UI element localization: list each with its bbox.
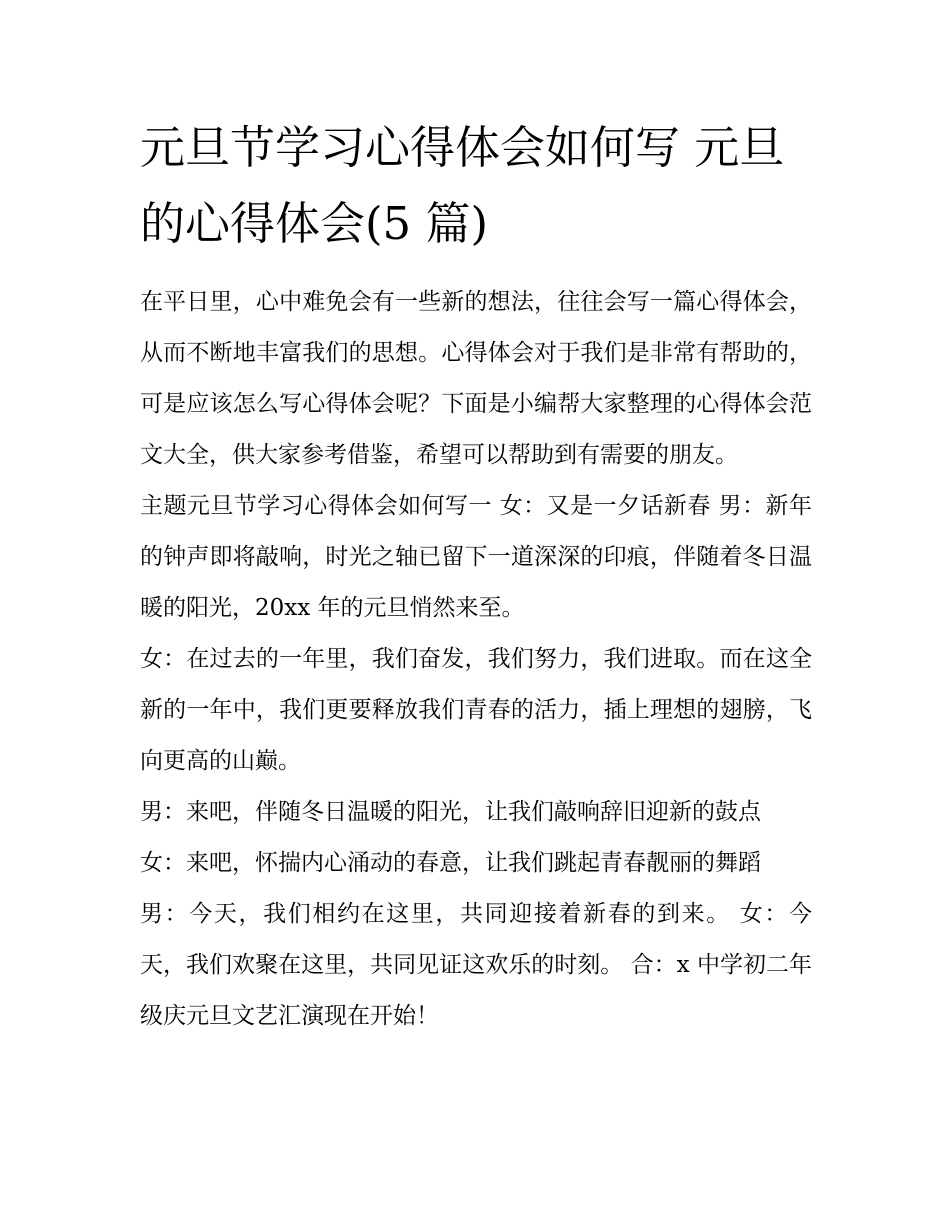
paragraph-male-drum: 男：来吧，伴随冬日温暖的阳光，让我们敲响辞旧迎新的鼓点	[140, 799, 761, 825]
document-title: 元旦节学习心得体会如何写 元旦的心得体会(5 篇)	[140, 121, 785, 250]
paragraph-female-dance: 女：来吧，怀揣内心涌动的春意，让我们跳起青春靓丽的舞蹈	[140, 850, 761, 876]
paragraph-closing: 男：今天，我们相约在这里，共同迎接着新春的到来。 女：今天，我们欢聚在这里，共同见证这欢乐的时刻。 合：x 中学初二年级庆元旦文艺汇演现在开始！	[140, 901, 812, 1029]
paragraph-intro: 在平日里，心中难免会有一些新的想法，往往会写一篇心得体会，从而不断地丰富我们的思想。心得体会对于我们是非常有帮助的，可是应该怎么写心得体会呢？下面是小编帮大家整理的心得体会范文大全，供大家参考借鉴，希望可以帮助到有需要的朋友。	[140, 289, 812, 468]
paragraph-theme-opening: 主题元旦节学习心得体会如何写一 女：又是一夕话新春 男：新年的钟声即将敲响，时光之轴已留下一道深深的印痕，伴随着冬日温暖的阳光，20xx 年的元旦悄然来至。	[140, 493, 812, 621]
paragraph-female-review: 女：在过去的一年里，我们奋发，我们努力，我们进取。而在这全新的一年中，我们更要释放我们青春的活力，插上理想的翅膀，飞向更高的山巅。	[140, 646, 812, 774]
document-body	[140, 277, 812, 1042]
